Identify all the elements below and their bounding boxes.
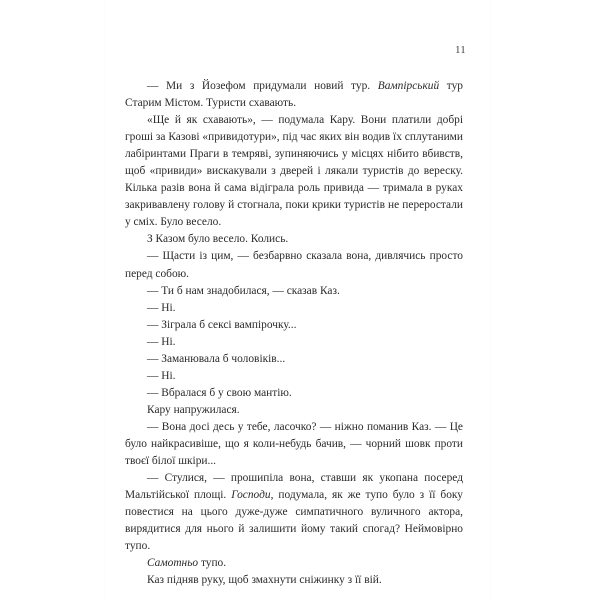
italic-phrase: Самотньо	[147, 557, 199, 570]
text-run: — Вбралася б у свою мантію.	[147, 386, 292, 399]
text-run: — Зіграла б сексі вампірочку...	[147, 318, 297, 331]
text-run: — Стулися, — прошипіла вона, ставши як укопана посеред Мальтійської площі.	[125, 472, 463, 502]
paragraph	[125, 317, 463, 334]
paragraph	[125, 351, 463, 368]
paragraph	[125, 300, 463, 317]
paragraph	[125, 334, 463, 351]
paragraph	[125, 78, 463, 112]
text-run: — Ні.	[147, 369, 176, 382]
paragraph	[125, 572, 463, 589]
text-run: тур Старим Містом. Туристи схавають.	[125, 80, 463, 110]
paragraph	[125, 368, 463, 385]
paragraph	[125, 419, 463, 470]
paragraph	[125, 470, 463, 555]
paragraph	[125, 283, 463, 300]
paragraph	[125, 248, 463, 282]
text-run: З Казом було весело. Колись.	[147, 233, 289, 246]
text-run: , подумала, як же тупо було з її боку повестися на цього дуже-дуже симпатичного вуличного актора, вирядитися для нього й залишити йому такий спогад? Неймовірно тупо.	[125, 489, 463, 553]
text-run: — Ми з Йозефом придумали новий тур.	[147, 80, 378, 92]
text-run: тупо.	[198, 557, 227, 570]
text-run: — Заманювала б чоловіків...	[147, 352, 286, 365]
page-number: 11	[455, 45, 466, 56]
paragraph	[125, 385, 463, 402]
paragraph	[125, 231, 463, 248]
text-run: — Вона досі десь у тебе, ласочко? — ніжно поманив Каз. — Це було найкрасивіше, що я коли-небудь бачив, — чорний шовк проти твоєї білої шкіри...	[125, 420, 463, 468]
paragraph	[125, 402, 463, 419]
italic-phrase: Господи	[231, 489, 271, 502]
text-run: — Ти б нам знадобилася, — сказав Каз.	[147, 284, 340, 297]
paragraph	[125, 112, 463, 231]
page-edge-left	[104, 0, 105, 600]
text-run: — Ні.	[147, 301, 176, 314]
page-edge-right	[490, 0, 491, 600]
text-run: Кару напружилася.	[147, 403, 240, 416]
text-run: — Ні.	[147, 335, 176, 348]
text-run: — Щасти із цим, — безбарвно сказала вона, дивлячись просто перед собою.	[125, 250, 463, 280]
text-run: Каз підняв руку, щоб змахнути сніжинку з її вій.	[147, 574, 382, 587]
text-run: «Ще й як схавають», — подумала Кару. Вони платили добрі гроші за Казові «привидотури», під час яких він водив їх сплутаними лабіринтами Праги в темряві, зупиняючись у місцях нібито вбивств, щоб «привиди» вискакували з дверей і лякали туристів до вереску. Кілька разів вона й сама відіграла роль привида — тримала в руках закривавлену голову й стогнала, поки крики туристів не переростали у сміх. Було весело.	[125, 114, 463, 229]
italic-phrase: Вампірський	[377, 80, 440, 92]
body-text-block	[125, 78, 463, 589]
paragraph	[125, 555, 463, 572]
